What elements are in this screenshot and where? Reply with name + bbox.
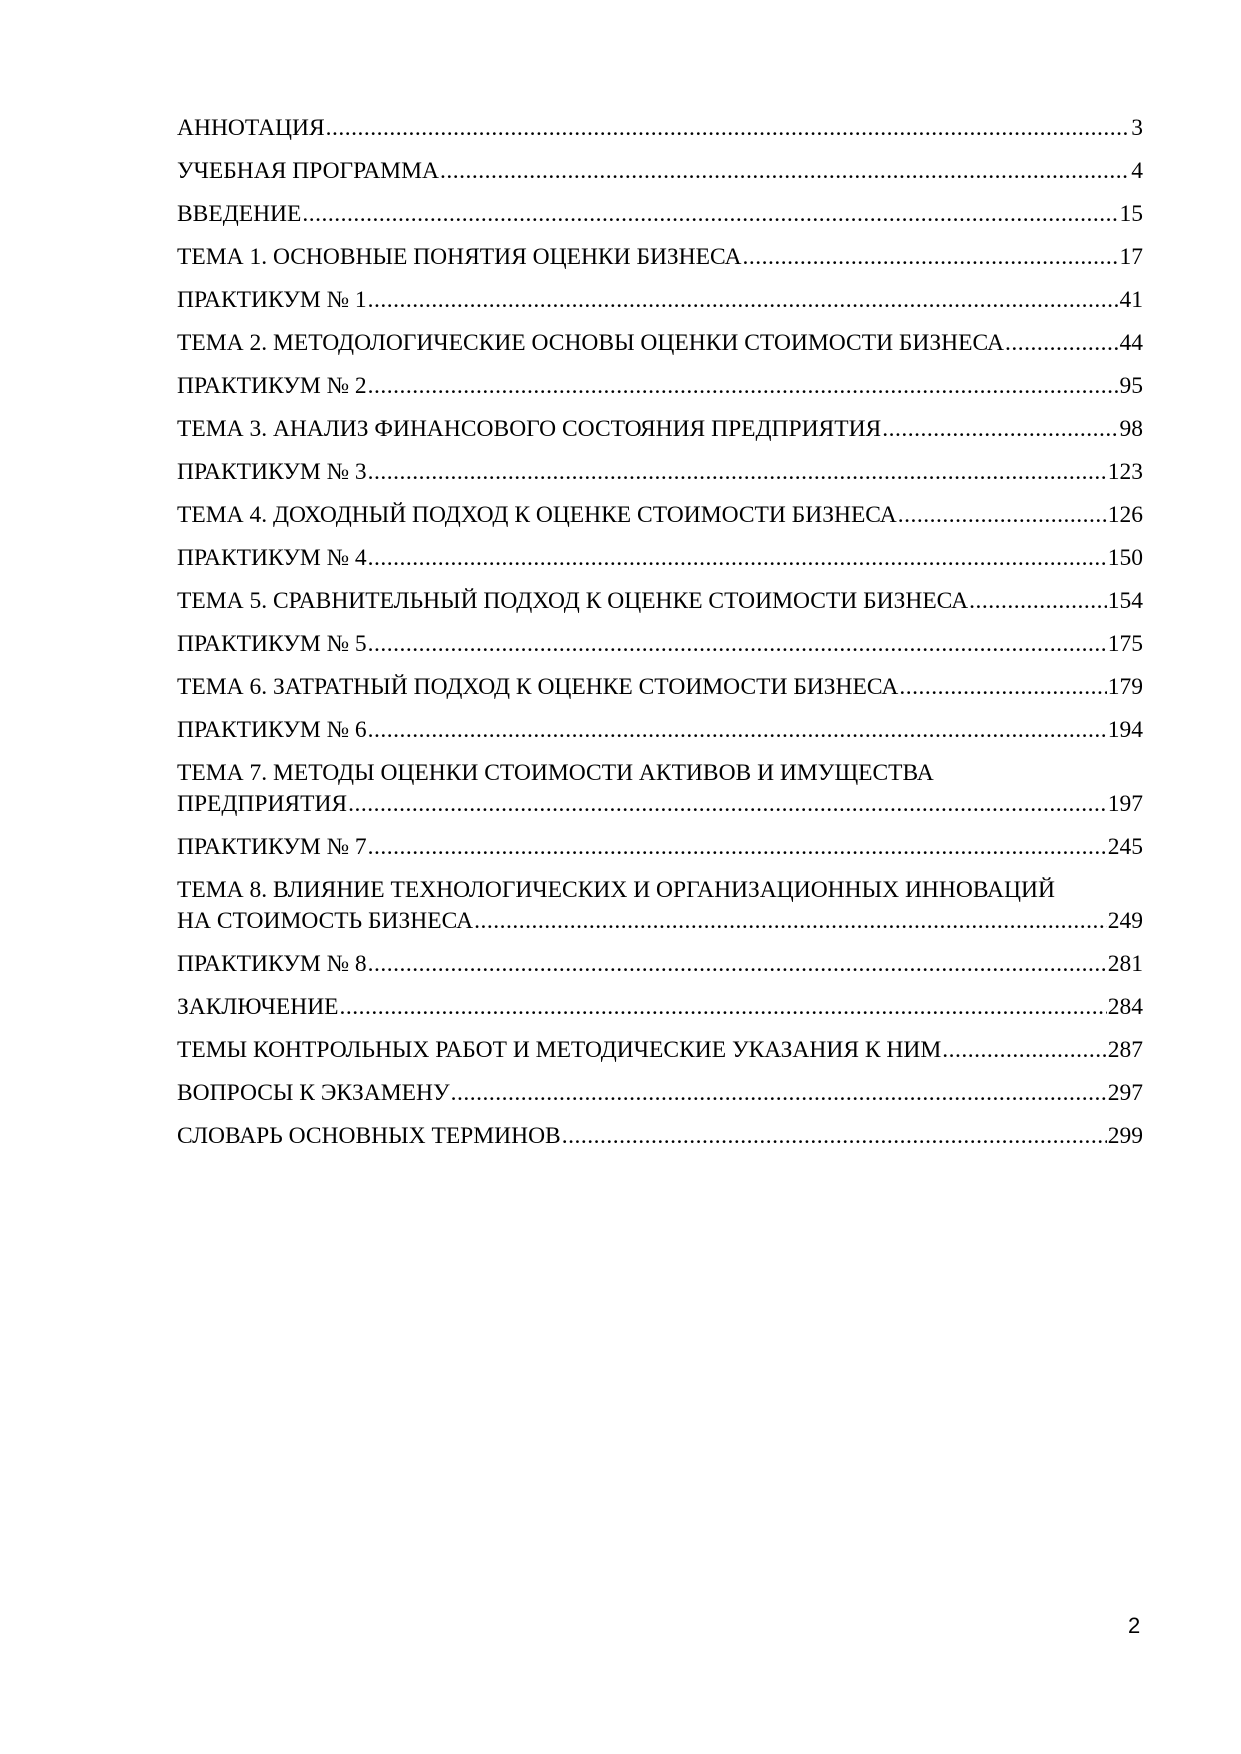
dot-leader [368, 285, 1119, 316]
dot-leader [368, 832, 1107, 863]
dot-leader [368, 629, 1107, 660]
toc-entry-page: 98 [1119, 416, 1143, 442]
toc-entry-title: ВОПРОСЫ К ЭКЗАМЕНУ [177, 1080, 450, 1106]
dot-leader [1005, 328, 1119, 359]
toc-entry[interactable] [177, 500, 1143, 531]
dot-leader [348, 789, 1107, 820]
toc-entry-page: 245 [1107, 834, 1143, 860]
dot-leader [562, 1121, 1107, 1152]
dot-leader [451, 1078, 1107, 1109]
toc-entry-page: 249 [1107, 908, 1143, 934]
toc-entry[interactable] [177, 113, 1143, 144]
toc-entry-title: АННОТАЦИЯ [177, 115, 325, 141]
toc-entry-title: ТЕМА 2. МЕТОДОЛОГИЧЕСКИЕ ОСНОВЫ ОЦЕНКИ СТОИМОСТИ БИЗНЕСА [177, 330, 1004, 356]
toc-entry-page: 3 [1131, 115, 1143, 141]
toc-entry-title: ЗАКЛЮЧЕНИЕ [177, 994, 339, 1020]
dot-leader [368, 715, 1107, 746]
toc-entry-page: 179 [1107, 674, 1143, 700]
toc-entry-title: ПРАКТИКУМ № 4 [177, 545, 367, 571]
dot-leader [742, 242, 1118, 273]
toc-entry[interactable] [177, 949, 1143, 980]
toc-entry[interactable] [177, 457, 1143, 488]
dot-leader [302, 199, 1118, 230]
toc-entry-page: 95 [1119, 373, 1143, 399]
toc-entry-page: 123 [1107, 459, 1143, 485]
dot-leader [474, 906, 1107, 937]
toc-entry[interactable] [177, 414, 1143, 445]
toc-entry[interactable] [177, 543, 1143, 574]
toc-entry-title: НА СТОИМОСТЬ БИЗНЕСА [177, 908, 474, 934]
dot-leader [340, 992, 1107, 1023]
toc-entry[interactable] [177, 1035, 1143, 1066]
dot-leader [440, 156, 1130, 187]
page-number: 2 [1128, 1613, 1141, 1638]
toc-entry-page: 297 [1107, 1080, 1143, 1106]
dot-leader [882, 414, 1118, 445]
toc-entry-page: 284 [1107, 994, 1143, 1020]
toc-entry-page: 41 [1119, 287, 1143, 313]
toc-entry-page: 281 [1107, 951, 1143, 977]
toc-entry-page: 194 [1107, 717, 1143, 743]
dot-leader [368, 457, 1107, 488]
dot-leader [368, 949, 1107, 980]
toc-entry[interactable] [177, 242, 1143, 273]
toc-entry[interactable] [177, 629, 1143, 660]
toc-entry-page: 15 [1119, 201, 1143, 227]
toc-entry-title: УЧЕБНАЯ ПРОГРАММА [177, 158, 439, 184]
toc-entry-page: 175 [1107, 631, 1143, 657]
toc-entry[interactable] [177, 992, 1143, 1023]
toc-entry-page: 154 [1107, 588, 1143, 614]
dot-leader [368, 543, 1107, 574]
toc-entry[interactable] [177, 715, 1143, 746]
toc-entry-title: ТЕМА 6. ЗАТРАТНЫЙ ПОДХОД К ОЦЕНКЕ СТОИМОСТИ БИЗНЕСА [177, 674, 899, 700]
toc-entry-title: ПРАКТИКУМ № 3 [177, 459, 367, 485]
dot-leader [326, 113, 1131, 144]
toc-entry-page: 17 [1119, 244, 1143, 270]
toc-entry[interactable] [177, 832, 1143, 863]
toc-entry[interactable] [177, 199, 1143, 230]
toc-entry[interactable] [177, 371, 1143, 402]
toc-entry-title-line1: ТЕМА 8. ВЛИЯНИЕ ТЕХНОЛОГИЧЕСКИХ И ОРГАНИЗАЦИОННЫХ ИННОВАЦИЙ [177, 877, 1055, 903]
toc-entry-page: 4 [1131, 158, 1143, 184]
toc-entry-title: ТЕМА 1. ОСНОВНЫЕ ПОНЯТИЯ ОЦЕНКИ БИЗНЕСА [177, 244, 742, 270]
toc-entry-title: ПРАКТИКУМ № 5 [177, 631, 367, 657]
toc-entry-title: ПРАКТИКУМ № 8 [177, 951, 367, 977]
toc-entry-page: 287 [1107, 1037, 1143, 1063]
toc-entry[interactable] [177, 758, 1143, 820]
toc-entry[interactable] [177, 156, 1143, 187]
dot-leader [368, 371, 1119, 402]
toc-entry[interactable] [177, 1121, 1143, 1152]
table-of-contents [177, 113, 1143, 1164]
toc-entry-title: СЛОВАРЬ ОСНОВНЫХ ТЕРМИНОВ [177, 1123, 561, 1149]
toc-entry-title: ТЕМА 4. ДОХОДНЫЙ ПОДХОД К ОЦЕНКЕ СТОИМОСТИ БИЗНЕСА [177, 502, 897, 528]
toc-entry-title: ТЕМА 3. АНАЛИЗ ФИНАНСОВОГО СОСТОЯНИЯ ПРЕДПРИЯТИЯ [177, 416, 882, 442]
toc-entry-page: 197 [1107, 791, 1143, 817]
dot-leader [969, 586, 1107, 617]
toc-entry[interactable] [177, 875, 1143, 937]
toc-entry[interactable] [177, 328, 1143, 359]
toc-entry-title: ПРАКТИКУМ № 1 [177, 287, 367, 313]
toc-entry-title: ВВЕДЕНИЕ [177, 201, 302, 227]
toc-entry-title: ПРАКТИКУМ № 2 [177, 373, 367, 399]
toc-entry-title-line1: ТЕМА 7. МЕТОДЫ ОЦЕНКИ СТОИМОСТИ АКТИВОВ И ИМУЩЕСТВА [177, 760, 934, 786]
toc-entry-page: 299 [1107, 1123, 1143, 1149]
toc-entry-title: ПРАКТИКУМ № 6 [177, 717, 367, 743]
toc-entry-page: 150 [1107, 545, 1143, 571]
toc-entry-title: ТЕМЫ КОНТРОЛЬНЫХ РАБОТ И МЕТОДИЧЕСКИЕ УКАЗАНИЯ К НИМ [177, 1037, 942, 1063]
toc-entry-page: 126 [1107, 502, 1143, 528]
dot-leader [898, 500, 1107, 531]
dot-leader [899, 672, 1106, 703]
dot-leader [942, 1035, 1106, 1066]
toc-entry[interactable] [177, 586, 1143, 617]
toc-entry-title: ПРАКТИКУМ № 7 [177, 834, 367, 860]
toc-entry-title: ТЕМА 5. СРАВНИТЕЛЬНЫЙ ПОДХОД К ОЦЕНКЕ СТОИМОСТИ БИЗНЕСА [177, 588, 969, 614]
toc-entry[interactable] [177, 672, 1143, 703]
toc-entry[interactable] [177, 285, 1143, 316]
toc-entry-title: ПРЕДПРИЯТИЯ [177, 791, 348, 817]
toc-entry-page: 44 [1119, 330, 1143, 356]
toc-entry[interactable] [177, 1078, 1143, 1109]
